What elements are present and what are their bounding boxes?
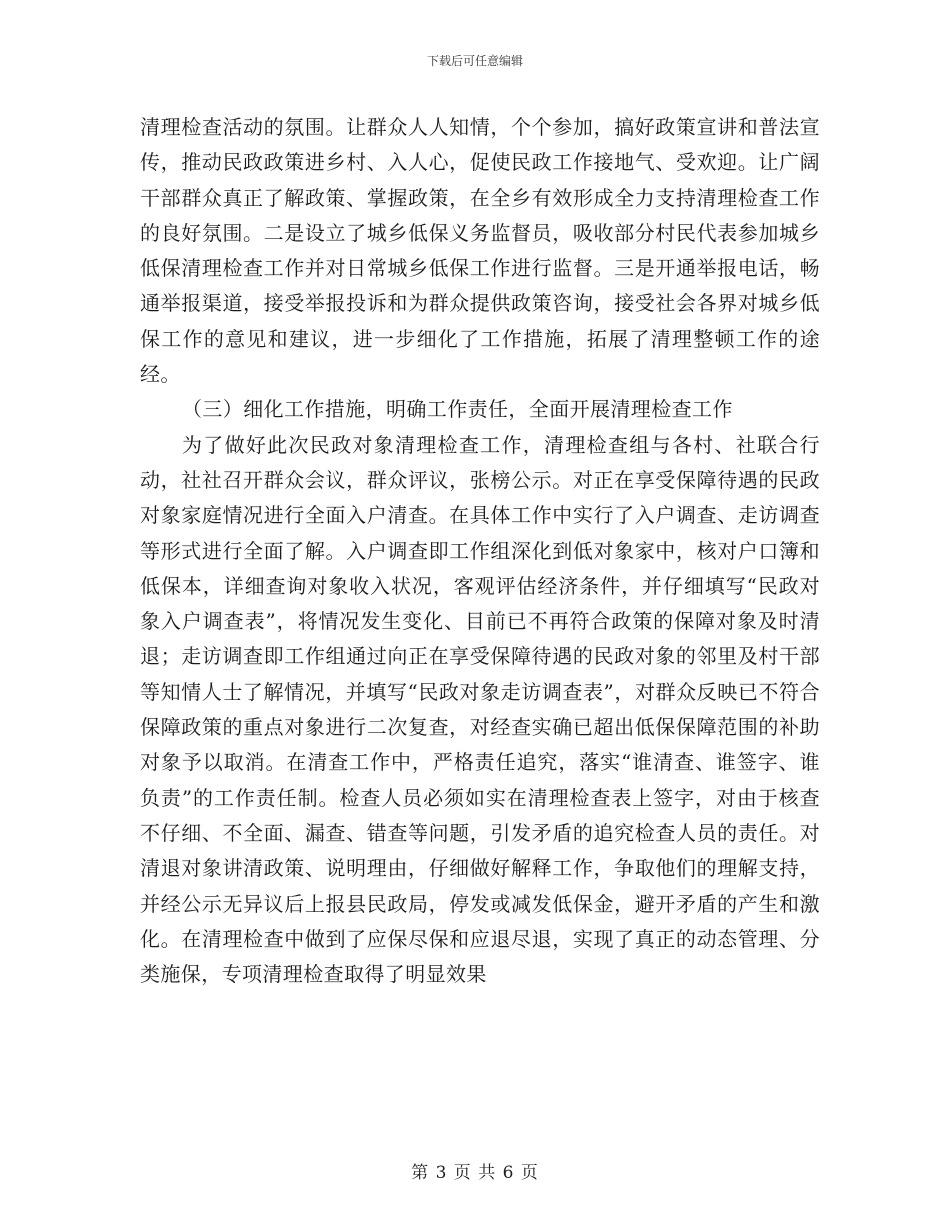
document-body — [140, 110, 820, 992]
body-paragraph-1: 清理检查活动的氛围。让群众人人知情，个个参加，搞好政策宣讲和普法宣传，推动民政政策进乡村、入人心，促使民政工作接地气、受欢迎。让广阔干部群众真正了解政策、掌握政策，在全乡有效形成全力支持清理检查工作的良好氛围。二是设立了城乡低保义务监督员，吸收部分村民代表参加城乡低保清理检查工作并对日常城乡低保工作进行监督。三是开通举报电话，畅通举报渠道，接受举报投诉和为群众提供政策咨询，接受社会各界对城乡低保工作的意见和建议，进一步细化了工作措施，拓展了清理整顿工作的途经。 — [140, 115, 820, 387]
page-number: 第 3 页 共 6 页 — [411, 1163, 539, 1183]
body-paragraph-2: 为了做好此次民政对象清理检查工作，清理检查组与各村、社联合行动，社社召开群众会议，群众评议，张榜公示。对正在享受保障待遇的民政对象家庭情况进行全面入户清查。在具体工作中实行了入户调查、走访调查等形式进行全面了解。入户调查即工作组深化到低对象家中，核对户口簿和低保本，详细查询对象收入状况，客观评估经济条件，并仔细填写“民政对象入户调查表”，将情况发生变化、目前已不再符合政策的保障对象及时清退；走访调查即工作组通过向正在享受保障待遇的民政对象的邻里及村干部等知情人士了解情况，并填写“民政对象走访调查表”，对群众反映已不符合保障政策的重点对象进行二次复查，对经查实确已超出低保保障范围的补助对象予以取消。在清查工作中，严格责任追究，落实“谁清查、谁签字、谁负责”的工作责任制。检查人员必须如实在清理检查表上签字，对由于核查不仔细、不全面、漏查、错查等问题，引发矛盾的追究检查人员的责任。对清退对象讲清政策、说明理由，仔细做好解释工作，争取他们的理解支持，并经公示无异议后上报县民政局，停发或减发低保金，避开矛盾的产生和激化。在清理检查中做到了应保尽保和应退尽退，实现了真正的动态管理、分类施保，专项清理检查取得了明显效果 — [140, 432, 820, 987]
section-heading-3: （三）细化工作措施，明确工作责任，全面开展清理检查工作 — [182, 397, 733, 422]
page-header: 下载后可任意编辑 — [426, 54, 523, 68]
